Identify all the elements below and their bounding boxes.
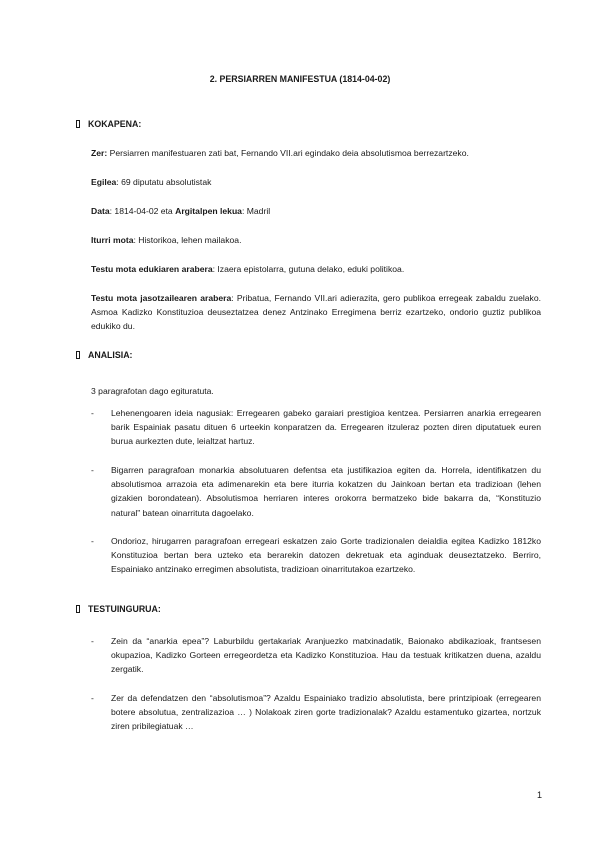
checkbox-bullet-icon [76,351,80,359]
eduki-text: : Izaera epistolarra, gutuna delako, eduki politikoa. [212,264,405,274]
list-item [91,634,541,677]
field-egilea [91,175,541,189]
zer-text: Persiarren manifestuaren zati bat, Fernando VII.ari egindako deia absolutismoa berrezartzeko. [107,148,469,158]
section-analisia-heading: ANALISIA: [88,350,133,360]
argitalpen-text: : Madril [241,206,271,216]
argitalpen-label: Argitalpen lekua [175,206,242,216]
section-kokapena [76,117,141,131]
dash-bullet: - [91,636,94,646]
checkbox-bullet-icon [76,605,80,613]
list-item [91,691,541,734]
zer-label: Zer: [91,148,108,158]
dash-bullet: - [91,693,94,703]
analisia-bullet-2: Bigarren paragrafoan monarkia absolutuaren defentsa eta justifikazioa egiten da. Horrela, identifikatzen du absolutismoa arrazoia eta adimenarekin eta bere iturria kokatzen du Jainkoan bertan eta tradizioan (lehen gizakien borondatean). Absolutismoa herriaren interes orokorra bermatzeko bide bakarra da, “Konstituzio natural” batean oinarrituta dagoelako. [111,465,541,518]
section-testuingurua-heading: TESTUINGURUA: [88,604,161,614]
data-text: : 1814-04-02 eta [109,206,176,216]
testuingurua-bullet-2: Zer da defendatzen den “absolutismoa”? Azaldu Espainiako tradizio absolutista, bere printzipioak (erregearen botere absolutua, zentralizazioa … ) Nolakoak ziren gorte tradizionalak? Azaldu estamentuko gizartea, nortzuk ziren pribilegiatuak … [111,693,541,732]
dash-bullet: - [91,536,94,546]
eduki-label: Testu mota edukiaren arabera [91,264,213,274]
list-item [91,406,541,449]
egilea-label: Egilea [91,177,117,187]
section-testuingurua [76,602,161,616]
checkbox-bullet-icon [76,120,80,128]
analisia-bullet-1: Lehenengoaren ideia nagusiak: Erregearen gabeko garaiari prestigioa kentzea. Persiarren anarkia erregearen barik Espainiak pasatu dituen 6 urteekin konparatzen da. Erregearen itzuleraz pozten diren diputatuek euren burua aurkezten dute, leialtzat hartuz. [111,408,541,447]
jasotzaile-text: : Pribatua, Fernando VII.ari adierazita, gero publikoa erregeak zabaldu zuelako. Asmoa Kadizko Konstituzioa deuseztatzea denez Antzinako Erregimena berriz ezartzeko, ondorio guztiz publikoa edukiko du. [91,293,541,332]
dash-bullet: - [91,465,94,475]
iturri-label: Iturri mota [91,235,134,245]
dash-bullet: - [91,408,94,418]
iturri-text: : Historikoa, lehen mailakoa. [133,235,242,245]
field-data [91,204,541,218]
analisia-bullet-3: Ondorioz, hirugarren paragrafoan erregeari eskatzen zaio Gorte tradizionalen deialdia egitea Kadizko 1812ko Konstituzioa bertan bera uzteko eta berarekin datozen dekretuak eta aginduak deuseztatzeko. Berriro, Espainiako antzinako erregimen absolutista, tradizioan oinarritutakoa ezartzeko. [111,536,541,575]
analisia-intro: 3 paragrafotan dago egituratuta. [91,386,214,396]
field-iturri-mota [91,233,541,247]
jasotzaile-label: Testu mota jasotzailearen arabera [91,293,232,303]
section-analisia [76,348,132,362]
field-zer [91,146,541,160]
testuingurua-bullet-1: Zein da “anarkia epea”? Laburbildu gertakariak Aranjuezko matxinadatik, Baionako abdikazioak, frantsesen okupazioa, Kadizko Gorteen erregeordetza eta Kadizko Konstituzioa. Hau da testuak kritikatzen duena, azaldu zergatik. [111,636,541,675]
field-jasotzailearen-arabera [91,291,541,334]
egilea-text: : 69 diputatu absolutistak [116,177,212,187]
page-number: 1 [537,790,543,800]
field-edukiaren-arabera [91,262,541,276]
data-label: Data [91,206,110,216]
document-title: 2. PERSIARREN MANIFESTUA (1814-04-02) [209,74,391,84]
list-item [91,534,541,577]
list-item [91,463,541,520]
section-kokapena-heading: KOKAPENA: [88,119,142,129]
